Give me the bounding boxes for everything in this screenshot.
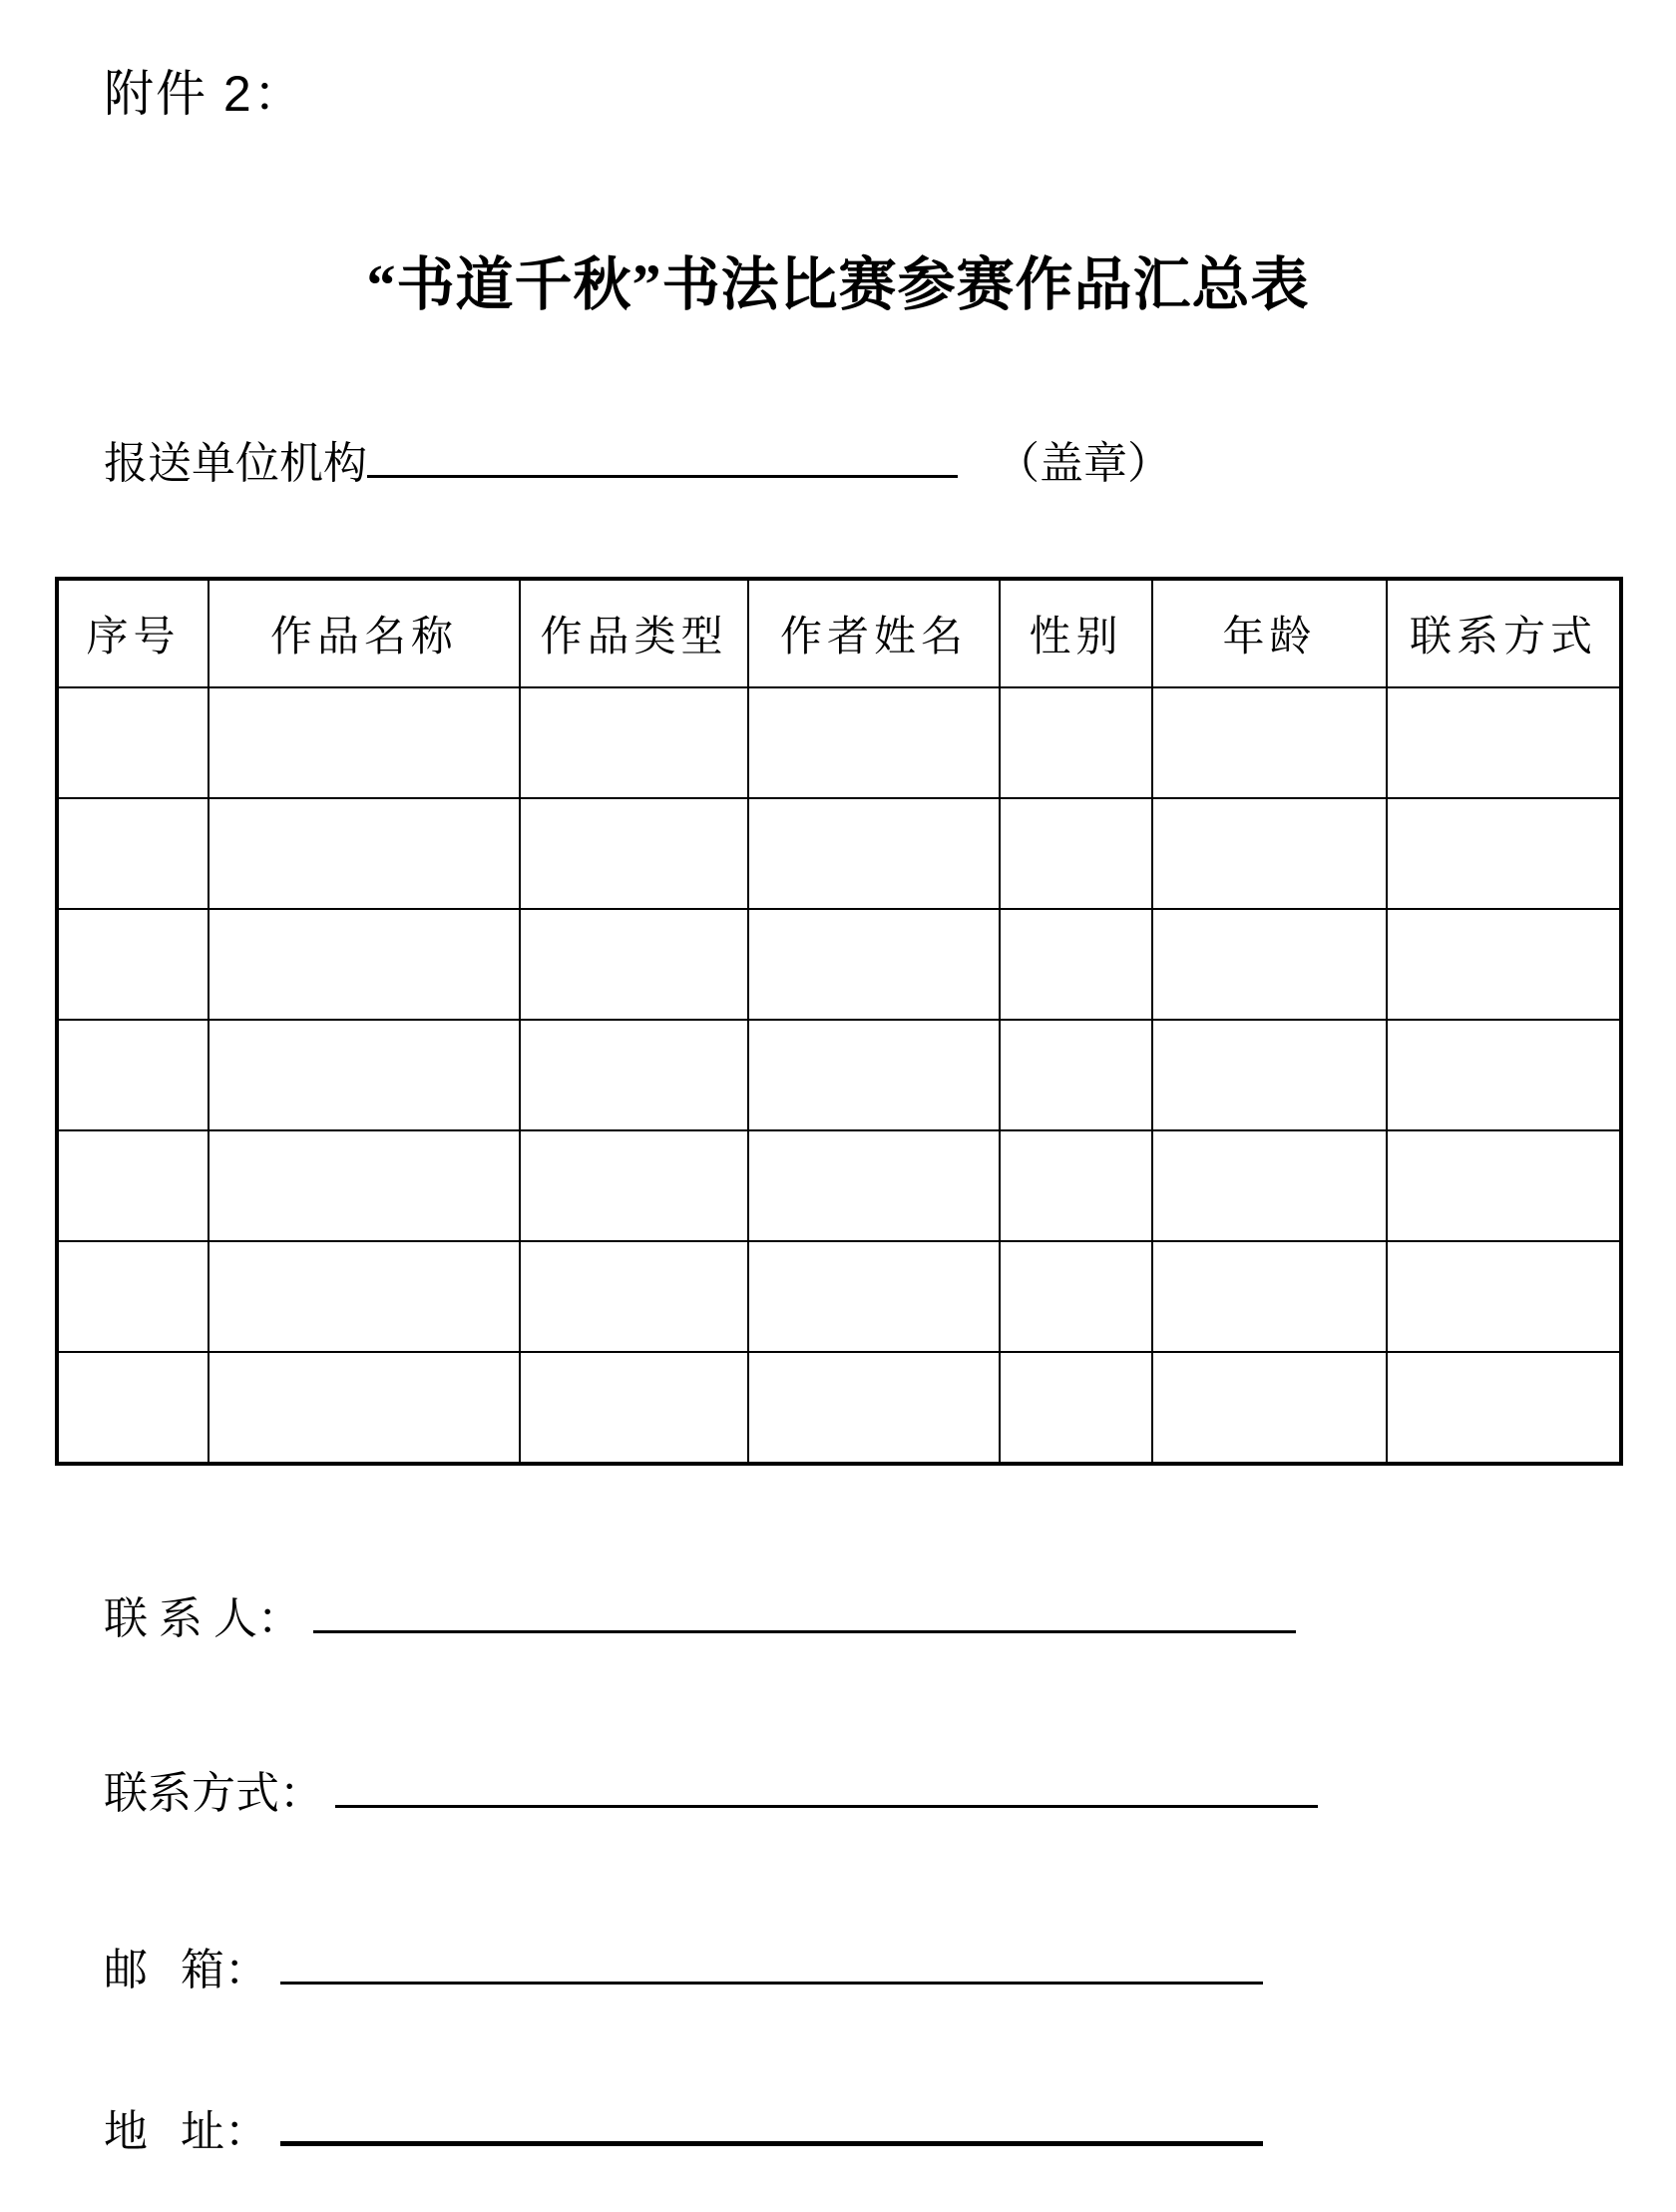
- table-row: [57, 687, 1621, 798]
- email-blank-underline: [280, 1982, 1263, 1985]
- table-cell: [209, 909, 520, 1020]
- table-cell: [57, 687, 209, 798]
- table-cell: [209, 1241, 520, 1352]
- entries-summary-table: [55, 577, 1623, 1466]
- attachment-label: 附件 2：: [104, 66, 305, 122]
- table-cell: [520, 1020, 748, 1130]
- table-cell: [748, 1241, 1000, 1352]
- table-body: [57, 687, 1621, 1464]
- table-header-cell: 联系方式: [1387, 579, 1621, 687]
- table-cell: [209, 1020, 520, 1130]
- table-cell: [1387, 1352, 1621, 1464]
- table-cell: [209, 798, 520, 909]
- table-cell: [1152, 1241, 1387, 1352]
- table-cell: [57, 1020, 209, 1130]
- table-header-row: [57, 579, 1621, 687]
- table-row: [57, 1130, 1621, 1241]
- table-header-cell: 序号: [57, 579, 209, 687]
- submitting-org-label: 报送单位机构: [104, 439, 367, 488]
- table-cell: [1387, 798, 1621, 909]
- table-cell: [1000, 1020, 1152, 1130]
- table-cell: [748, 798, 1000, 909]
- table-cell: [520, 798, 748, 909]
- table-row: [57, 1241, 1621, 1352]
- address-blank-underline: [280, 2141, 1263, 2146]
- table-cell: [1152, 909, 1387, 1020]
- page-title: “书道千秋”书法比赛参赛作品汇总表: [366, 252, 1310, 317]
- table-cell: [209, 1130, 520, 1241]
- table-cell: [520, 909, 748, 1020]
- table-row: [57, 909, 1621, 1020]
- table-cell: [1152, 798, 1387, 909]
- table-cell: [57, 798, 209, 909]
- table-cell: [57, 1130, 209, 1241]
- table-cell: [1000, 1352, 1152, 1464]
- seal-label: （盖章）: [996, 439, 1171, 488]
- table-cell: [209, 1352, 520, 1464]
- table-header-cell: 作品名称: [209, 579, 520, 687]
- table-cell: [1387, 909, 1621, 1020]
- contact-person-field: [104, 1582, 1296, 1646]
- table-cell: [1387, 687, 1621, 798]
- table-cell: [748, 1352, 1000, 1464]
- table-cell: [1000, 687, 1152, 798]
- table-row: [57, 1020, 1621, 1130]
- contact-method-label: 联系方式：: [104, 1769, 323, 1818]
- contact-person-blank-underline: [313, 1630, 1296, 1633]
- table-cell: [1152, 687, 1387, 798]
- contact-method-field: [104, 1757, 1318, 1821]
- table-cell: [1152, 1020, 1387, 1130]
- table-cell: [1387, 1241, 1621, 1352]
- table-cell: [57, 1352, 209, 1464]
- table-cell: [1000, 798, 1152, 909]
- table-cell: [1000, 1130, 1152, 1241]
- table-header-cell: 性别: [1000, 579, 1152, 687]
- table-cell: [520, 1241, 748, 1352]
- table-cell: [520, 1130, 748, 1241]
- email-label: 邮 箱：: [104, 1946, 268, 1994]
- table-cell: [748, 1130, 1000, 1241]
- table-cell: [520, 687, 748, 798]
- table-cell: [1387, 1130, 1621, 1241]
- address-field: [104, 2095, 1263, 2159]
- table-cell: [748, 687, 1000, 798]
- email-field: [104, 1934, 1263, 1997]
- table-row: [57, 1352, 1621, 1464]
- submitting-org-blank-underline: [367, 475, 958, 478]
- table-header-cell: 年龄: [1152, 579, 1387, 687]
- table-cell: [520, 1352, 748, 1464]
- table-cell: [1152, 1130, 1387, 1241]
- table-cell: [1000, 909, 1152, 1020]
- table-cell: [1152, 1352, 1387, 1464]
- table-cell: [57, 1241, 209, 1352]
- table-header-cell: 作品类型: [520, 579, 748, 687]
- address-label: 地 址：: [104, 2107, 268, 2156]
- table-row: [57, 798, 1621, 909]
- table-cell: [748, 1020, 1000, 1130]
- contact-person-label: 联 系 人：: [104, 1594, 301, 1643]
- table-cell: [57, 909, 209, 1020]
- submitting-org-line: [104, 427, 1171, 491]
- table-header-cell: 作者姓名: [748, 579, 1000, 687]
- table-cell: [209, 687, 520, 798]
- table-cell: [1000, 1241, 1152, 1352]
- contact-method-blank-underline: [335, 1805, 1318, 1808]
- table-cell: [748, 909, 1000, 1020]
- table-cell: [1387, 1020, 1621, 1130]
